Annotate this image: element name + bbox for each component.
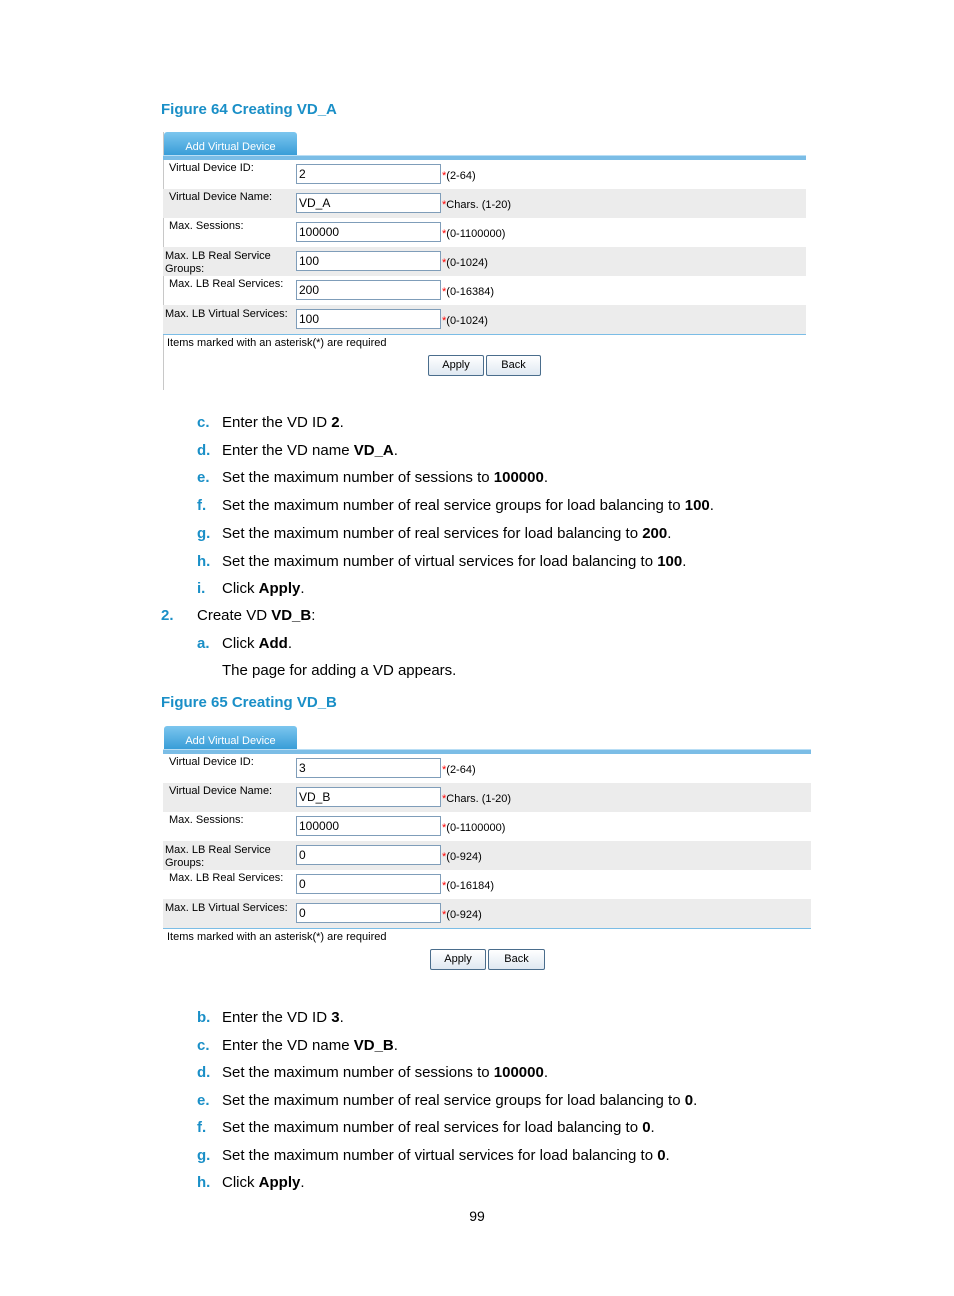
form-row	[163, 899, 811, 928]
field-input[interactable]: 100	[296, 251, 441, 271]
required-asterisk: *	[442, 257, 447, 269]
step-marker: g.	[197, 524, 211, 542]
button-bar	[163, 351, 806, 377]
step-text: Enter the VD ID 2.	[222, 414, 344, 431]
required-asterisk: *	[442, 228, 447, 240]
button-bar	[163, 945, 811, 971]
back-button[interactable]: Back	[486, 355, 541, 376]
step-text: Set the maximum number of virtual services for load balancing to 100.	[222, 552, 687, 570]
step-marker: d.	[197, 1064, 211, 1081]
tab-bar	[163, 132, 806, 160]
step-text: Set the maximum number of virtual services for load balancing to 0.	[222, 1146, 670, 1164]
form-row	[163, 783, 811, 812]
field-hint: *(0-1100000)	[442, 228, 506, 240]
form-row	[163, 276, 806, 305]
form-rows	[163, 754, 811, 928]
field-input[interactable]: 2	[296, 164, 441, 184]
step-text: Click Add.	[222, 635, 293, 652]
step-marker: f.	[197, 497, 207, 515]
field-input[interactable]: 100	[296, 309, 441, 329]
step-text: Set the maximum number of real services for load balancing to 200.	[222, 524, 672, 542]
field-hint: *(0-924)	[442, 851, 482, 863]
step-marker: e.	[197, 469, 210, 487]
step-marker: 2.	[161, 607, 174, 624]
required-asterisk: *	[442, 286, 447, 298]
field-hint: *(0-1100000)	[442, 822, 506, 834]
field-label: Max. LB Virtual Services:	[165, 308, 288, 320]
step-text: Click Apply.	[222, 1174, 305, 1191]
field-hint: *(2-64)	[442, 170, 476, 182]
field-label: Virtual Device Name:	[169, 191, 273, 203]
step-text: Enter the VD name VD_A.	[222, 441, 398, 459]
form-row	[163, 841, 811, 870]
required-asterisk: *	[442, 909, 447, 921]
apply-button[interactable]: Apply	[428, 355, 484, 376]
tab-add-virtual-device[interactable]: Add Virtual Device	[164, 132, 297, 159]
field-label: Max. Sessions:	[169, 814, 244, 826]
form-row	[163, 218, 806, 247]
add-virtual-device-form-a	[163, 132, 806, 377]
field-hint: *(0-16184)	[442, 880, 494, 892]
step-text: Enter the VD name VD_B.	[222, 1036, 398, 1054]
field-label: Virtual Device ID:	[169, 162, 254, 174]
form-rows	[163, 160, 806, 334]
field-hint: *(2-64)	[442, 764, 476, 776]
figure-65-caption: Figure 65 Creating VD_B	[161, 694, 337, 711]
field-input[interactable]: 200	[296, 280, 441, 300]
form-row	[163, 870, 811, 899]
step-marker: d.	[197, 441, 211, 459]
form-row	[163, 189, 806, 218]
step-marker: i.	[197, 580, 206, 598]
field-label: Max. LB Real Service Groups:	[165, 844, 271, 869]
tab-bar	[163, 726, 811, 754]
step-note-text: The page for adding a VD appears.	[222, 662, 457, 679]
required-asterisk: *	[442, 851, 447, 863]
field-input[interactable]: 0	[296, 903, 441, 923]
field-input[interactable]: 0	[296, 874, 441, 894]
field-label: Max. LB Real Services:	[169, 278, 284, 290]
step-marker: f.	[197, 1119, 207, 1136]
add-virtual-device-form-b	[163, 726, 811, 971]
step-marker: b.	[197, 1009, 211, 1026]
step-text: Set the maximum number of sessions to 100000.	[222, 1064, 549, 1081]
back-button[interactable]: Back	[488, 949, 545, 970]
required-asterisk: *	[442, 315, 447, 327]
field-label: Max. LB Real Services:	[169, 872, 284, 884]
step-text: Set the maximum number of real service groups for load balancing to 0.	[222, 1091, 698, 1109]
form-row	[163, 754, 811, 783]
required-asterisk: *	[442, 170, 447, 182]
step-text: Click Apply.	[222, 580, 305, 598]
step-text: Enter the VD ID 3.	[222, 1009, 344, 1026]
field-label: Virtual Device Name:	[169, 785, 273, 797]
field-input[interactable]: VD_B	[296, 787, 441, 807]
step-marker: c.	[197, 414, 210, 431]
step-text: Set the maximum number of real services for load balancing to 0.	[222, 1119, 655, 1136]
figure-64-caption: Figure 64 Creating VD_A	[161, 101, 337, 118]
step-marker: a.	[197, 635, 210, 652]
required-asterisk: *	[442, 793, 447, 805]
apply-button[interactable]: Apply	[430, 949, 486, 970]
step-marker: h.	[197, 552, 211, 570]
required-note: Items marked with an asterisk(*) are required	[167, 337, 387, 349]
step-text: Create VD VD_B:	[197, 607, 316, 624]
field-input[interactable]: 100000	[296, 816, 441, 836]
page-number: 99	[469, 1208, 485, 1224]
field-hint: *Chars. (1-20)	[442, 199, 512, 211]
field-input[interactable]: VD_A	[296, 193, 441, 213]
step-marker: g.	[197, 1146, 211, 1164]
step-text: Set the maximum number of sessions to 100000.	[222, 469, 549, 487]
field-label: Virtual Device ID:	[169, 756, 254, 768]
field-input[interactable]: 0	[296, 845, 441, 865]
required-asterisk: *	[442, 764, 447, 776]
step-marker: h.	[197, 1174, 211, 1191]
field-label: Max. LB Virtual Services:	[165, 902, 288, 914]
required-asterisk: *	[442, 822, 447, 834]
form-row	[163, 160, 806, 189]
field-hint: *(0-16384)	[442, 286, 494, 298]
required-note: Items marked with an asterisk(*) are required	[167, 931, 387, 943]
form-row	[163, 305, 806, 334]
step-marker: e.	[197, 1091, 210, 1109]
tab-add-virtual-device[interactable]: Add Virtual Device	[164, 726, 297, 753]
step-marker: c.	[197, 1036, 210, 1054]
field-input[interactable]: 100000	[296, 222, 441, 242]
field-hint: *(0-924)	[442, 909, 482, 921]
field-hint: *Chars. (1-20)	[442, 793, 512, 805]
field-label: Max. LB Real Service Groups:	[165, 250, 271, 275]
form-row	[163, 247, 806, 276]
required-asterisk: *	[442, 199, 447, 211]
required-asterisk: *	[442, 880, 447, 892]
field-input[interactable]: 3	[296, 758, 441, 778]
field-label: Max. Sessions:	[169, 220, 244, 232]
field-hint: *(0-1024)	[442, 315, 488, 327]
form-row	[163, 812, 811, 841]
step-text: Set the maximum number of real service groups for load balancing to 100.	[222, 497, 714, 515]
field-hint: *(0-1024)	[442, 257, 488, 269]
